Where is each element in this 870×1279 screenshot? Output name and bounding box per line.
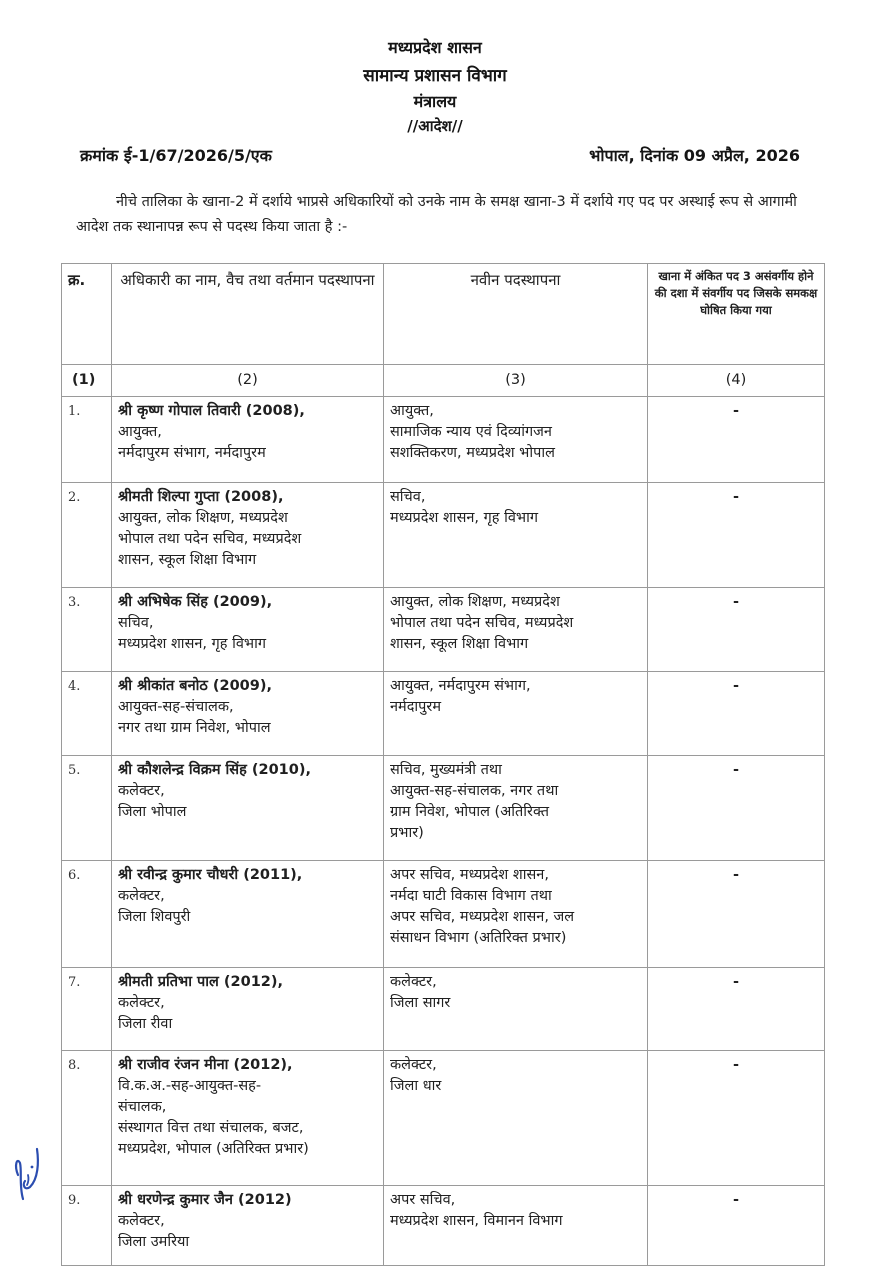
header-serial: क्र. bbox=[62, 264, 112, 365]
header-equivalent: खाना में अंकित पद 3 असंवर्गीय होने की दशा में संवर्गीय पद जिसके समकक्ष घोषित किया गया bbox=[648, 264, 825, 365]
officer-cell bbox=[112, 483, 384, 588]
serial-number: 4. bbox=[62, 672, 112, 756]
officer-cell bbox=[112, 861, 384, 968]
officer-name: श्री कौशलेन्द्र विक्रम सिंह (2010), bbox=[118, 762, 311, 778]
officer-cell bbox=[112, 588, 384, 672]
header-officer: अधिकारी का नाम, वैच तथा वर्तमान पदस्थापना bbox=[112, 264, 384, 365]
current-posting-line: नगर तथा ग्राम निवेश, भोपाल bbox=[118, 720, 271, 736]
new-posting-line: मध्यप्रदेश शासन, विमानन विभाग bbox=[390, 1213, 563, 1229]
equivalent-cell: - bbox=[648, 588, 825, 672]
current-posting-line: मध्यप्रदेश शासन, गृह विभाग bbox=[118, 636, 267, 652]
officer-name: श्री धरणेन्द्र कुमार जैन (2012) bbox=[118, 1192, 292, 1208]
new-posting-cell bbox=[384, 861, 648, 968]
table-row bbox=[62, 861, 825, 968]
equivalent-cell: - bbox=[648, 483, 825, 588]
new-posting-line: आयुक्त-सह-संचालक, नगर तथा bbox=[390, 783, 559, 799]
column-number-row bbox=[62, 365, 825, 397]
serial-number: 1. bbox=[62, 397, 112, 483]
new-posting-line: कलेक्टर, bbox=[390, 974, 437, 990]
equivalent-cell: - bbox=[648, 861, 825, 968]
table-row bbox=[62, 588, 825, 672]
serial-number: 7. bbox=[62, 968, 112, 1051]
new-posting-line: शासन, स्कूल शिक्षा विभाग bbox=[390, 636, 529, 652]
new-posting-cell bbox=[384, 1051, 648, 1186]
officer-cell bbox=[112, 1186, 384, 1266]
table-row bbox=[62, 1186, 825, 1266]
current-posting-line: जिला रीवा bbox=[118, 1016, 173, 1032]
new-posting-line: आयुक्त, नर्मदापुरम संभाग, bbox=[390, 678, 531, 694]
officer-cell bbox=[112, 397, 384, 483]
officer-cell bbox=[112, 672, 384, 756]
equivalent-cell: - bbox=[648, 397, 825, 483]
current-posting-line: शासन, स्कूल शिक्षा विभाग bbox=[118, 552, 257, 568]
department-title: सामान्य प्रशासन विभाग bbox=[363, 66, 507, 86]
header-new-posting: नवीन पदस्थापना bbox=[384, 264, 648, 365]
order-title: //आदेश// bbox=[407, 117, 463, 135]
new-posting-cell bbox=[384, 672, 648, 756]
current-posting-line: कलेक्टर, bbox=[118, 888, 165, 904]
colnum-3: (3) bbox=[384, 365, 648, 397]
serial-number: 9. bbox=[62, 1186, 112, 1266]
current-posting-line: जिला शिवपुरी bbox=[118, 909, 191, 925]
new-posting-line: अपर सचिव, bbox=[390, 1192, 456, 1208]
new-posting-line: आयुक्त, bbox=[390, 403, 434, 419]
current-posting-line: वि.क.अ.-सह-आयुक्त-सह- bbox=[118, 1078, 262, 1094]
current-posting-line: जिला उमरिया bbox=[118, 1234, 190, 1250]
equivalent-cell: - bbox=[648, 1051, 825, 1186]
new-posting-line: नर्मदा घाटी विकास विभाग तथा bbox=[390, 888, 552, 904]
equivalent-cell: - bbox=[648, 672, 825, 756]
serial-number: 2. bbox=[62, 483, 112, 588]
current-posting-line: कलेक्टर, bbox=[118, 783, 165, 799]
serial-number: 6. bbox=[62, 861, 112, 968]
table-row bbox=[62, 968, 825, 1051]
table-header-row bbox=[62, 264, 825, 365]
serial-number: 5. bbox=[62, 756, 112, 861]
table-row bbox=[62, 756, 825, 861]
current-posting-line: आयुक्त-सह-संचालक, bbox=[118, 699, 234, 715]
current-posting-line: भोपाल तथा पदेन सचिव, मध्यप्रदेश bbox=[118, 531, 302, 547]
margin-initials-signature-icon bbox=[8, 1137, 42, 1207]
serial-number: 3. bbox=[62, 588, 112, 672]
new-posting-line: सशक्तिकरण, मध्यप्रदेश भोपाल bbox=[390, 445, 555, 461]
officer-name: श्री श्रीकांत बनोठ (2009), bbox=[118, 678, 272, 694]
colnum-4: (4) bbox=[648, 365, 825, 397]
new-posting-cell bbox=[384, 756, 648, 861]
new-posting-line: नर्मदापुरम bbox=[390, 699, 442, 715]
current-posting-line: संचालक, bbox=[118, 1099, 167, 1115]
current-posting-line: आयुक्त, bbox=[118, 424, 162, 440]
new-posting-cell bbox=[384, 968, 648, 1051]
new-posting-line: आयुक्त, लोक शिक्षण, मध्यप्रदेश bbox=[390, 594, 560, 610]
order-number: क्रमांक ई-1/67/2026/5/एक bbox=[80, 146, 272, 165]
table-row bbox=[62, 397, 825, 483]
new-posting-line: भोपाल तथा पदेन सचिव, मध्यप्रदेश bbox=[390, 615, 574, 631]
new-posting-line: सामाजिक न्याय एवं दिव्यांगजन bbox=[390, 424, 552, 440]
current-posting-line: आयुक्त, लोक शिक्षण, मध्यप्रदेश bbox=[118, 510, 288, 526]
new-posting-line: सचिव, मुख्यमंत्री तथा bbox=[390, 762, 502, 778]
equivalent-cell: - bbox=[648, 1186, 825, 1266]
colnum-2: (2) bbox=[112, 365, 384, 397]
new-posting-line: अपर सचिव, मध्यप्रदेश शासन, bbox=[390, 867, 549, 883]
officer-name: श्री अभिषेक सिंह (2009), bbox=[118, 594, 273, 610]
new-posting-line: कलेक्टर, bbox=[390, 1057, 437, 1073]
new-posting-line: प्रभार) bbox=[390, 825, 424, 841]
current-posting-line: कलेक्टर, bbox=[118, 1213, 165, 1229]
equivalent-cell: - bbox=[648, 968, 825, 1051]
officer-cell bbox=[112, 1051, 384, 1186]
new-posting-line: ग्राम निवेश, भोपाल (अतिरिक्त bbox=[390, 804, 550, 820]
new-posting-cell bbox=[384, 588, 648, 672]
new-posting-line: अपर सचिव, मध्यप्रदेश शासन, जल bbox=[390, 909, 575, 925]
officer-name: श्रीमती शिल्पा गुप्ता (2008), bbox=[118, 489, 284, 505]
serial-number: 8. bbox=[62, 1051, 112, 1186]
new-posting-line: मध्यप्रदेश शासन, गृह विभाग bbox=[390, 510, 539, 526]
new-posting-line: जिला धार bbox=[390, 1078, 442, 1094]
table-row bbox=[62, 1051, 825, 1186]
equivalent-cell: - bbox=[648, 756, 825, 861]
current-posting-line: कलेक्टर, bbox=[118, 995, 165, 1011]
new-posting-line: संसाधन विभाग (अतिरिक्त प्रभार) bbox=[390, 930, 567, 946]
officer-name: श्री राजीव रंजन मीना (2012), bbox=[118, 1057, 293, 1073]
ministry-title: मंत्रालय bbox=[413, 92, 457, 111]
place-and-date: भोपाल, दिनांक 09 अप्रैल, 2026 bbox=[589, 146, 800, 165]
table-row bbox=[62, 483, 825, 588]
officer-name: श्री रवीन्द्र कुमार चौधरी (2011), bbox=[118, 867, 303, 883]
current-posting-line: नर्मदापुरम संभाग, नर्मदापुरम bbox=[118, 445, 266, 461]
new-posting-cell bbox=[384, 1186, 648, 1266]
current-posting-line: सचिव, bbox=[118, 615, 154, 631]
officer-name: श्रीमती प्रतिभा पाल (2012), bbox=[118, 974, 284, 990]
posting-table bbox=[61, 263, 825, 1266]
officer-cell bbox=[112, 968, 384, 1051]
new-posting-line: सचिव, bbox=[390, 489, 426, 505]
officer-name: श्री कृष्ण गोपाल तिवारी (2008), bbox=[118, 403, 305, 419]
officer-cell bbox=[112, 756, 384, 861]
table-row bbox=[62, 672, 825, 756]
intro-paragraph bbox=[76, 190, 806, 240]
intro-text: नीचे तालिका के खाना-2 में दर्शाये भाप्रसे अधिकारियों को उनके नाम के समक्ष खाना-3 में दर्शाये गए पद पर अस्थाई रूप से आगामी आदेश तक स्थानापन्न रूप से पदस्थ किया जाता है :- bbox=[76, 194, 797, 235]
current-posting-line: संस्थागत वित्त तथा संचालक, बजट, bbox=[118, 1120, 304, 1136]
current-posting-line: जिला भोपाल bbox=[118, 804, 187, 820]
current-posting-line: मध्यप्रदेश, भोपाल (अतिरिक्त प्रभार) bbox=[118, 1141, 309, 1157]
new-posting-cell bbox=[384, 397, 648, 483]
colnum-1: (1) bbox=[62, 365, 112, 397]
government-title: मध्यप्रदेश शासन bbox=[388, 38, 482, 57]
new-posting-cell bbox=[384, 483, 648, 588]
new-posting-line: जिला सागर bbox=[390, 995, 451, 1011]
